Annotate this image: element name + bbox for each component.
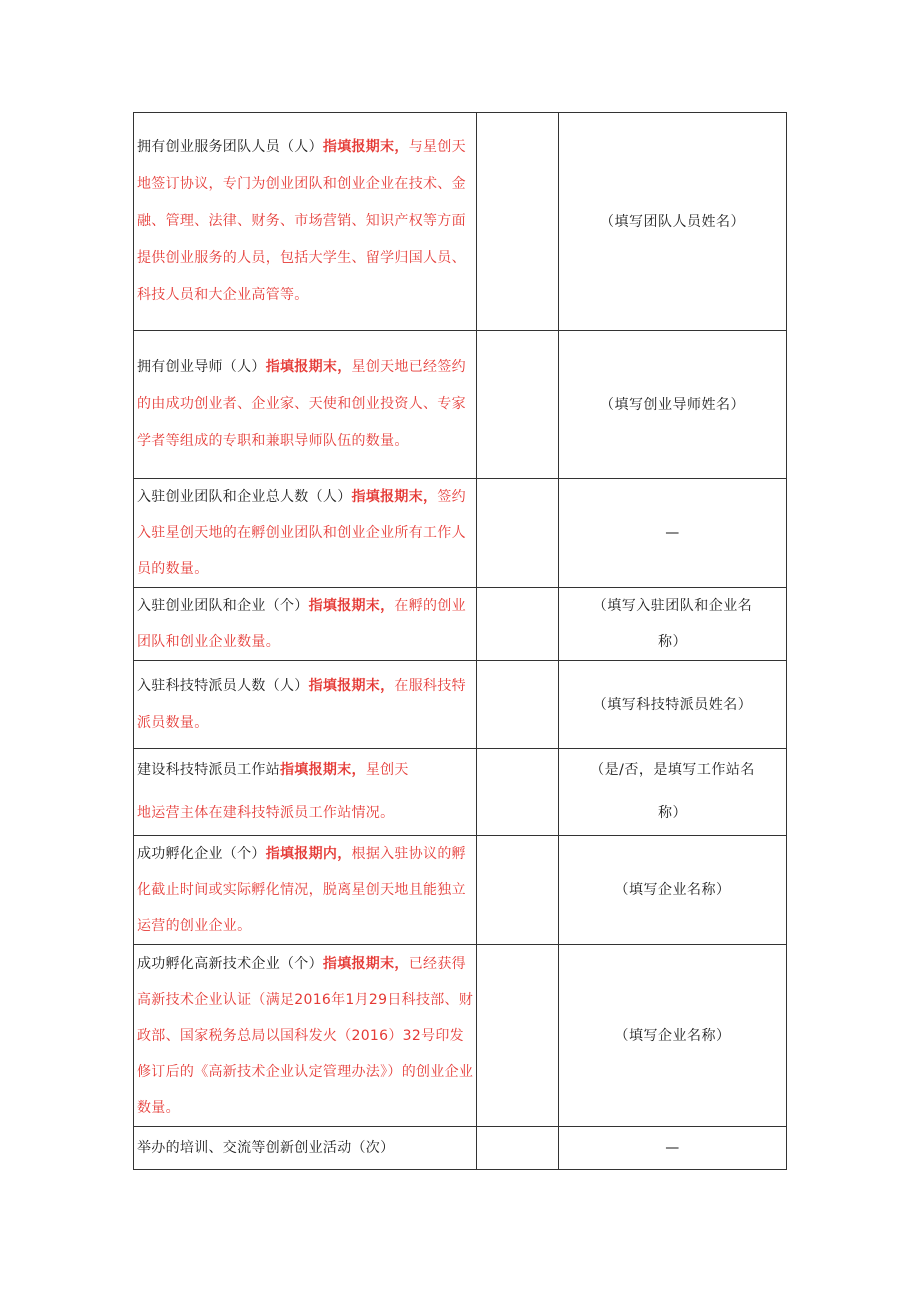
indicator-description-cell [134,836,477,945]
fill-hint [559,588,786,660]
indicator-emphasis: 指填报期末， [265,359,352,375]
table-row [134,331,787,479]
table-row [134,113,787,331]
indicator-description [134,1130,476,1167]
not-applicable-dash: — [665,525,680,541]
indicator-label: 成功孵化企业（个） [137,846,266,862]
indicator-note: 与星创天地签订协议，专门为创业团队和创业企业在技术、金融、管理、法律、财务、市场营销、知识产权等方面提供创业服务的人员，包括大学生、留学归国人员、科技人员和大企业高管等。 [137,139,466,303]
value-input-cell[interactable] [476,588,558,661]
fill-hint-line: 称） [657,634,687,650]
indicator-emphasis: 指填报期末， [322,955,409,972]
indicator-emphasis: 指填报期末， [280,762,366,778]
indicator-emphasis: 指填报期末， [308,677,395,694]
hint-cell [558,836,786,945]
indicator-description [134,749,476,835]
indicator-description-cell [134,1127,477,1170]
value-input-cell[interactable] [476,113,558,331]
indicator-emphasis: 指填报期内， [265,846,352,862]
hint-cell [558,479,786,588]
indicator-note: 星创天 [365,762,409,778]
indicator-note: 在服科技特派员数量。 [137,677,466,731]
hint-cell [558,1127,786,1170]
value-input-cell[interactable] [476,661,558,749]
indicator-emphasis: 指填报期末， [322,139,409,155]
indicator-note: 地运营主体在建科技特派员工作站情况。 [137,805,395,821]
fill-hint: （填写企业名称） [614,1027,731,1044]
indicator-description [134,349,476,460]
hint-cell [558,945,786,1127]
indicator-description [134,479,476,587]
indicator-description [134,129,476,314]
table-row [134,588,787,661]
indicator-note: 已经获得高新技术企业认证（满足2016年1月29日科技部、财政部、国家税务总局以国科发火（2016）32号印发修订后的《高新技术企业认定管理办法》）的创业企业数量。 [137,955,474,1116]
fill-hint: （填写创业导师姓名） [599,396,745,413]
indicator-description [134,588,476,660]
hint-cell [558,661,786,749]
indicator-label: 拥有创业服务团队人员（人） [137,139,323,155]
indicator-label: 建设科技特派员工作站 [137,762,280,778]
indicator-description [134,946,476,1126]
fill-hint-line: 称） [657,805,687,821]
indicator-label: 入驻创业团队和企业总人数（人） [137,489,352,505]
fill-hint [559,749,786,835]
indicator-note: 在孵的创业团队和创业企业数量。 [137,598,466,650]
indicator-description-cell [134,331,477,479]
value-input-cell[interactable] [476,1127,558,1170]
not-applicable-dash: — [665,1140,680,1156]
fill-hint: （填写团队人员姓名） [599,213,745,230]
hint-cell [558,749,786,836]
indicator-description [134,836,476,944]
indicator-description-line [137,749,474,792]
table-row [134,1127,787,1170]
indicator-description-cell [134,661,477,749]
fill-hint: （填写科技特派员姓名） [592,696,753,713]
indicator-label: 入驻科技特派员人数（人） [137,677,309,694]
hint-cell [558,331,786,479]
table-row [134,749,787,836]
fill-hint-line: （填写入驻团队和企业名 [592,598,753,614]
value-input-cell[interactable] [476,945,558,1127]
table-row [134,945,787,1127]
indicator-emphasis: 指填报期末， [351,489,438,505]
value-input-cell[interactable] [476,749,558,836]
table-row [134,479,787,588]
hint-cell [558,588,786,661]
fill-hint-line: （是/否，是填写工作站名 [590,762,755,778]
indicator-description [134,668,476,742]
indicator-label: 入驻创业团队和企业（个） [137,598,309,614]
indicator-label: 拥有创业导师（人） [137,359,266,375]
value-input-cell[interactable] [476,479,558,588]
indicator-description-cell [134,588,477,661]
indicator-table [133,112,787,1170]
indicator-label: 成功孵化高新技术企业（个） [137,955,323,972]
value-input-cell[interactable] [476,331,558,479]
indicator-note: 根据入驻协议的孵化截止时间或实际孵化情况，脱离星创天地且能独立运营的创业企业。 [137,846,466,934]
hint-cell [558,113,786,331]
indicator-description-cell [134,479,477,588]
table-row [134,836,787,945]
indicator-description-cell [134,945,477,1127]
table-row [134,661,787,749]
fill-hint: （填写企业名称） [614,882,731,898]
indicator-label: 举办的培训、交流等创新创业活动（次） [137,1139,395,1156]
indicator-emphasis: 指填报期末， [308,598,395,614]
indicator-description-cell [134,749,477,836]
indicator-note: 签约入驻星创天地的在孵创业团队和创业企业所有工作人员的数量。 [137,489,466,577]
indicator-note: 星创天地已经签约的由成功创业者、企业家、天使和创业投资人、专家学者等组成的专职和兼职导师队伍的数量。 [137,359,466,449]
indicator-description-cell [134,113,477,331]
value-input-cell[interactable] [476,836,558,945]
